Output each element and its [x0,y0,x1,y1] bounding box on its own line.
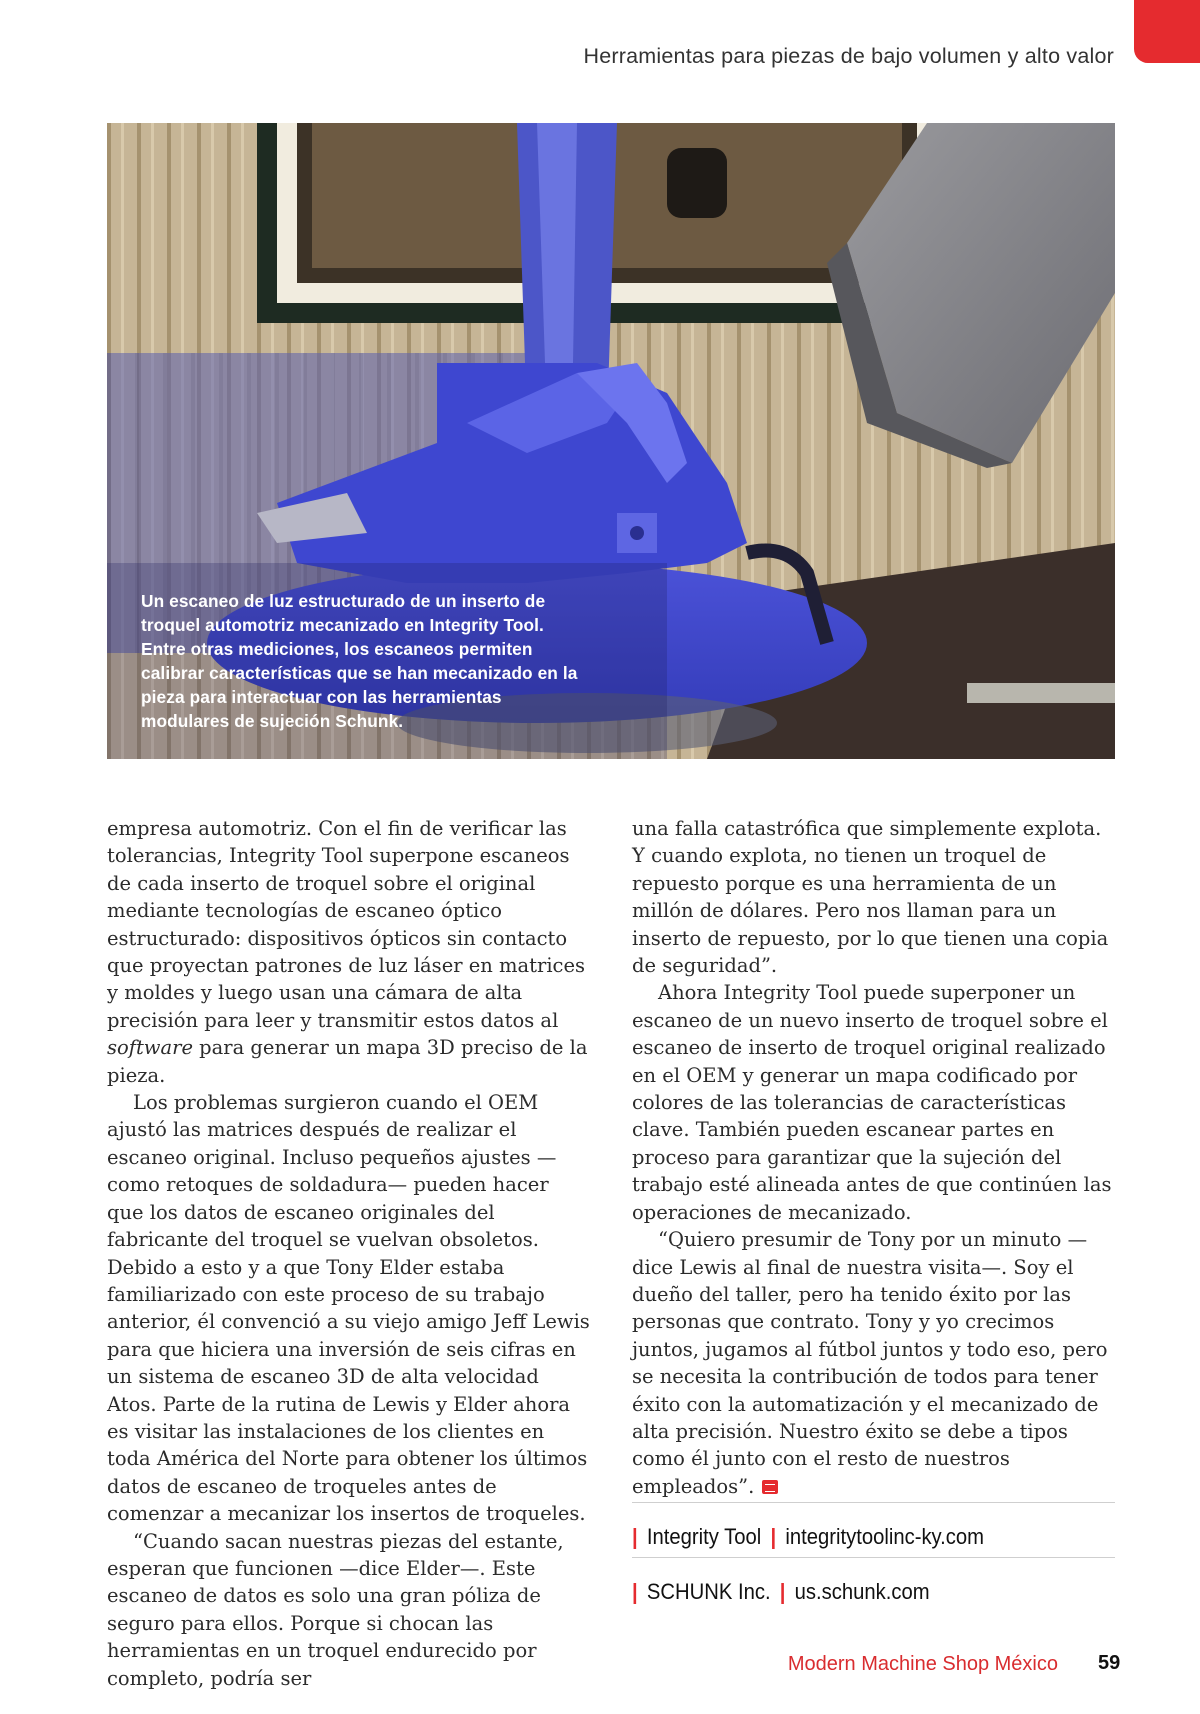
corner-tab [1134,0,1200,63]
paragraph-text: empresa automotriz. Con el fin de verificar las tolerancias, Integrity Tool superpone escaneos de cada inserto de troquel sobre el original mediante tecnologías de escaneo óptico estructurado: dispositivos ópticos sin contacto que proyectan patrones de luz láser en matrices y moldes y luego usan una cámara de alta precisión para leer y transmitir estos datos al [107,817,586,1032]
running-header: Herramientas para piezas de bajo volumen y alto valor [583,44,1114,68]
company-url[interactable]: us.schunk.com [794,1579,930,1604]
paragraph: Ahora Integrity Tool puede superponer un escaneo de un nuevo inserto de troquel sobre el escaneo de inserto de troquel original realizado en el OEM y generar un mapa codificado por colores de las tolerancias de características clave. También pueden escanear partes en proceso para garantizar que la sujeción del trabajo esté alineada antes de que continúen las operaciones de mecanizado. [632,981,1112,1224]
body-column-right [632,815,1115,1500]
company-name: SCHUNK Inc. [646,1579,771,1604]
separator-bar: | [770,1524,777,1549]
source-entry [632,1524,984,1550]
paragraph: “Cuando sacan nuestras piezas del estante, esperan que funcionen —dice Elder—. Este escaneo de datos es solo una gran póliza de seguro para ellos. Porque si chocan las herramientas en un troquel endurecido por completo, podría ser [107,1529,564,1690]
paragraph [632,1226,1115,1500]
paragraph: Los problemas surgieron cuando el OEM ajustó las matrices después de realizar el escaneo original. Incluso pequeños ajustes —como retoques de soldadura— pueden hacer que los datos de escaneo originales del fabricante del troquel se vuelvan obsoletos. Debido a esto y a que Tony Elder estaba familiarizado con este proceso de su trabajo anterior, él convenció a su viejo amigo Jeff Lewis para que hiciera una inversión de seis cifras en un sistema de escaneo 3D de alta velocidad Atos. Parte de la rutina de Lewis y Elder ahora es visitar las instalaciones de los clientes en toda América del Norte para obtener los últimos datos de escaneo de troqueles antes de comenzar a mecanizar los insertos de troqueles. [107,1091,590,1526]
italic-term: software [107,1036,193,1060]
source-entry [632,1579,930,1605]
divider [632,1557,1115,1558]
paragraph-text: “Quiero presumir de Tony por un minuto —dice Lewis al final de nuestra visita—. Soy el dueño del taller, pero ha tenido éxito por las personas que contrato. Tony y yo crecimos juntos, jugamos al fútbol juntos y todo eso, pero se necesita la contribución de todos para tener éxito con la automatización y el mecanizado de alta precisión. Nuestro éxito se debe a tipos como él junto con el resto de nuestros empleados”. [632,1228,1108,1498]
company-url[interactable]: integritytoolinc-ky.com [785,1524,985,1549]
end-of-article-icon [762,1480,778,1494]
divider [632,1502,1115,1503]
paragraph [107,815,590,1089]
bullet-bar: | [632,1579,638,1604]
separator-bar: | [779,1579,786,1604]
magazine-title: Modern Machine Shop México [787,1653,1058,1675]
paragraph: una falla catastrófica que simplemente explota. Y cuando explota, no tienen un troquel de repuesto porque es una herramienta de un millón de dólares. Pero nos llaman para un inserto de repuesto, por lo que tienen una copia de seguridad”. [632,817,1109,978]
photo-caption: Un escaneo de luz estructurado de un inserto de troquel automotriz mecanizado en Integrity Tool. Entre otras mediciones, los escaneos permiten calibrar características que se han mecanizado en la pieza para interactuar con las herramientas modulares de sujeción Schunk. [141,591,578,731]
paragraph-text: para generar un mapa 3D preciso de la pieza. [107,1036,588,1087]
company-name: Integrity Tool [646,1524,762,1549]
bullet-bar: | [632,1524,638,1549]
page-number: 59 [1098,1652,1121,1674]
article-photo [107,123,1115,759]
body-column-left [107,815,590,1692]
